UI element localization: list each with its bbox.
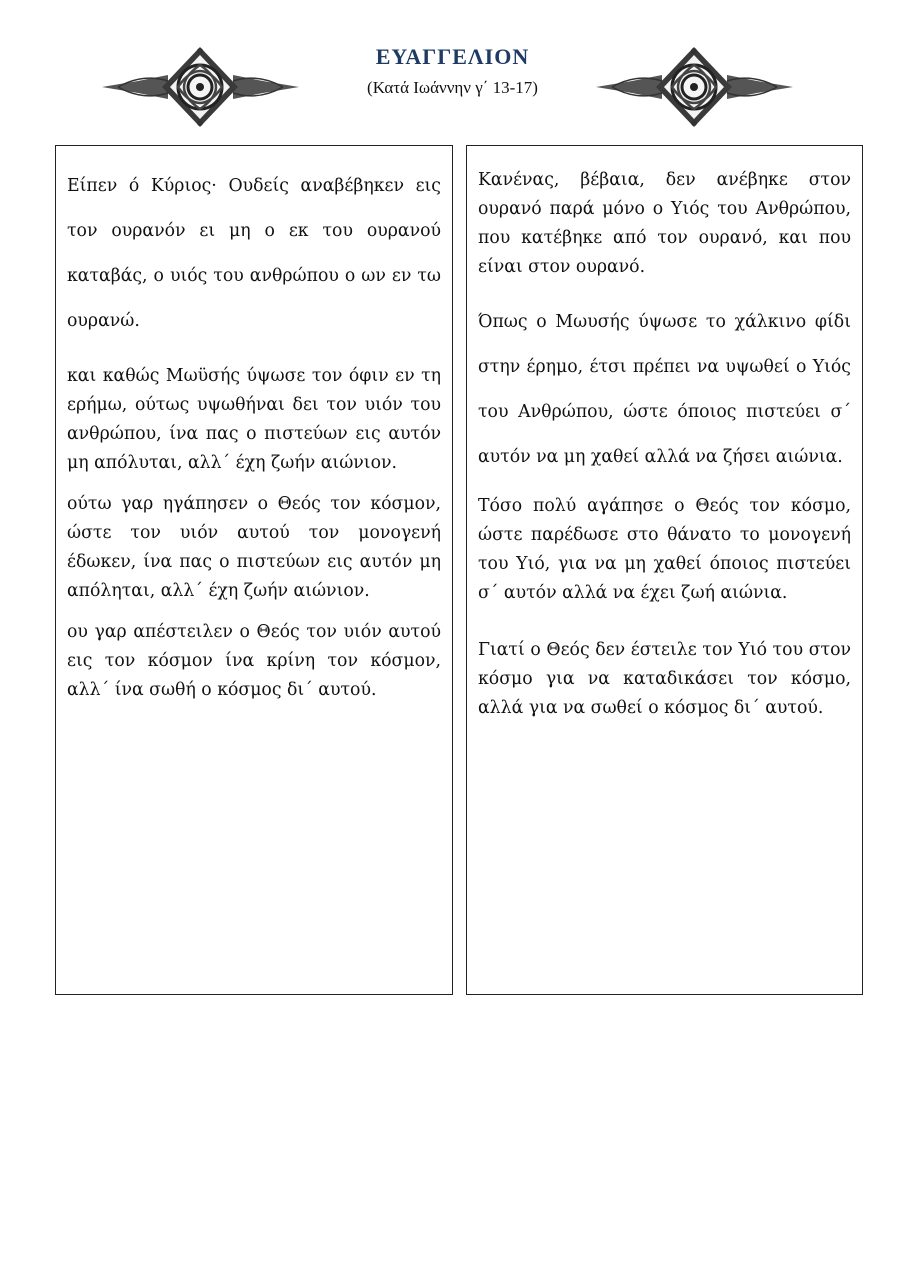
ancient-verse-13: Είπεν ό Κύριος· Ουδείς αναβέβηκεν εις τον ουρανόν ει μη ο εκ του ουρανού καταβάς, ο υιός του ανθρώπου ο ων εν τω ουρανώ. <box>67 176 441 331</box>
ancient-text-column <box>55 145 453 995</box>
celtic-knot-ornament-icon <box>592 45 797 129</box>
page-header <box>0 0 905 135</box>
modern-verse-17: Γιατί ο Θεός δεν έστειλε τον Υιό του στον κόσμο για να καταδικάσει τον κόσμο, αλλά για να σωθεί ο κόσμος δι΄ αυτού. <box>478 640 851 718</box>
modern-translation-column <box>466 145 863 995</box>
modern-verse-14-15: Όπως ο Μωυσής ύψωσε το χάλκινο φίδι στην έρημο, έτσι πρέπει να υψωθεί ο Υιός του Ανθρώπου, ώστε όποιος πιστεύει σ΄ αυτόν να μη χαθεί αλλά να ζήσει αιώνια. <box>478 312 851 467</box>
modern-verse-16: Τόσο πολύ αγάπησε ο Θεός τον κόσμο, ώστε παρέδωσε στο θάνατο το μονογενή του Υιό, για να μη χαθεί όποιος πιστεύει σ΄ αυτόν αλλά να έχει ζωή αιώνια. <box>478 496 851 603</box>
ancient-verse-17: ου γαρ απέστειλεν ο Θεός τον υιόν αυτού εις τον κόσμον ίνα κρίνη τον κόσμον, αλλ΄ ίνα σωθή ο κόσμος δι΄ αυτού. <box>67 622 441 700</box>
ancient-verse-14-15: και καθώς Μωϋσής ύψωσε τον όφιν εν τη ερήμω, ούτως υψωθήναι δει τον υιόν του ανθρώπου, ίνα πας ο πιστεύων εις αυτόν μη απόλυται, αλλ΄ έχη ζωήν αιώνιον. <box>67 366 441 473</box>
ancient-verse-16: ούτω γαρ ηγάπησεν ο Θεός τον κόσμον, ώστε τον υιόν αυτού τον μονογενή έδωκεν, ίνα πας ο πιστεύων εις αυτόν μη απόληται, αλλ΄ έχη ζωήν αιώνιον. <box>67 494 441 601</box>
page-subtitle: (Κατά Ιωάννην γ΄ 13-17) <box>367 78 538 97</box>
modern-verse-13: Κανένας, βέβαια, δεν ανέβηκε στον ουρανό παρά μόνο ο Υιός του Ανθρώπου, που κατέβηκε από τον ουρανό, και που είναι στον ουρανό. <box>478 170 851 277</box>
page-title: ΕΥΑΓΓΕΛΙΟΝ <box>375 44 530 69</box>
